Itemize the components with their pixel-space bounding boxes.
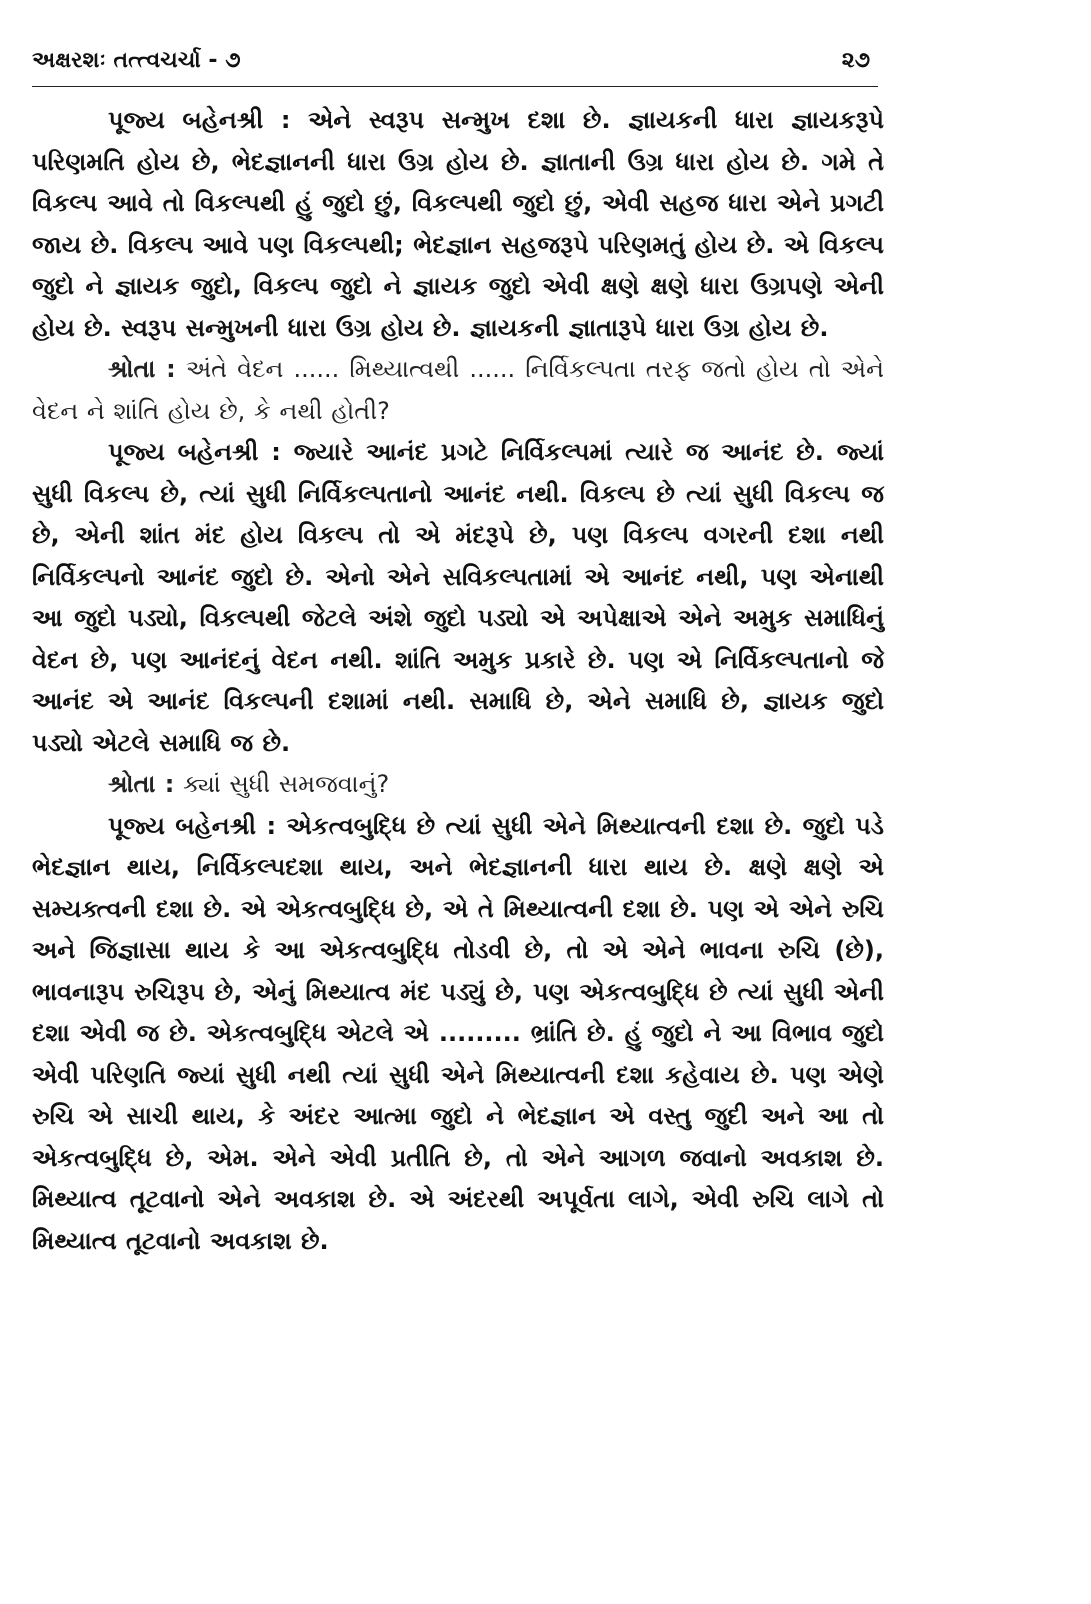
- page-header: [32, 42, 878, 87]
- speaker-label: પૂજ્ય બહેનશ્રી :: [108, 438, 281, 466]
- paragraph-question-1: [32, 349, 884, 432]
- page-body: [32, 100, 884, 1262]
- running-title: અક્ષરશઃ તત્ત્વચર્ચા - ૭: [32, 48, 241, 73]
- paragraph-answer-2: [32, 432, 884, 764]
- speaker-label: પૂજ્ય બહેનશ્રી :: [108, 811, 277, 840]
- speaker-label: શ્રોતા :: [108, 770, 175, 798]
- speaker-label: શ્રોતા :: [108, 355, 176, 383]
- paragraph-text: એકત્વબુદ્ધિ છે ત્યાં સુધી એને મિથ્યાત્વની દશા છે. જુદો પડે ભેદજ્ઞાન થાય, નિર્વિકલ્પદશા થાય, અને ભેદજ્ઞાનની ધારા થાય છે. ક્ષણે ક્ષણે એ સમ્યક્ત્વની દશા છે. એ એકત્વબુદ્ધિ છે, એ તે મિથ્યાત્વની દશા છે. પણ એ એને રુચિ અને જિજ્ઞાસા થાય કે આ એકત્વબુદ્ધિ તોડવી છે, તો એ એને ભાવના રુચિ (છે), ભાવનારૂપ રુચિરૂપ છે, એનું મિથ્યાત્વ મંદ પડ્યું છે, પણ એકત્વબુદ્ધિ છે ત્યાં સુધી એની દશા એવી જ છે. એકત્વબુદ્ધિ એટલે એ ......... ભ્રાંતિ છે. હું જુદો ને આ વિભાવ જુદો એવી પરિણતિ જ્યાં સુધી નથી ત્યાં સુધી એને મિથ્યાત્વની દશા કહેવાય છે. પણ એણે રુચિ એ સાચી થાય, કે અંદર આત્મા જુદો ને ભેદજ્ઞાન એ વસ્તુ જુદી અને આ તો એકત્વબુદ્ધિ છે, એમ. એને એવી પ્રતીતિ છે, તો એને આગળ જવાનો અવકાશ છે. મિથ્યાત્વ તૂટવાનો એને અવકાશ છે. એ અંદરથી અપૂર્વતા લાગે, એવી રુચિ લાગે તો મિથ્યાત્વ તૂટવાનો અવકાશ છે.: [32, 811, 884, 1255]
- paragraph-text: ક્યાં સુધી સમજવાનું?: [182, 770, 390, 798]
- paragraph-answer-1: [32, 100, 884, 349]
- paragraph-text: અંતે વેદન ...... મિથ્યાત્વથી ...... નિર્વિકલ્પતા તરફ જતો હોય તો એને વેદન ને શાંતિ હોય છે, કે નથી હોતી?: [32, 355, 884, 425]
- speaker-label: પૂજ્ય બહેનશ્રી :: [108, 106, 291, 134]
- paragraph-text: જ્યારે આનંદ પ્રગટે નિર્વિકલ્પમાં ત્યારે જ આનંદ છે. જ્યાં સુધી વિકલ્પ છે, ત્યાં સુધી નિર્વિકલ્પતાનો આનંદ નથી. વિકલ્પ છે ત્યાં સુધી વિકલ્પ જ છે, એની શાંત મંદ હોય વિકલ્પ તો એ મંદરૂપે છે, પણ વિકલ્પ વગરની દશા નથી નિર્વિકલ્પનો આનંદ જુદો છે. એનો એને સવિકલ્પતામાં એ આનંદ નથી, પણ એનાથી આ જુદો પડ્યો, વિકલ્પથી જેટલે અંશે જુદો પડ્યો એ અપેક્ષાએ એને અમુક સમાધિનું વેદન છે, પણ આનંદનું વેદન નથી. શાંતિ અમુક પ્રકારે છે. પણ એ નિર્વિકલ્પતાનો જે આનંદ એ આનંદ વિકલ્પની દશામાં નથી. સમાધિ છે, એને સમાધિ છે, જ્ઞાયક જુદો પડ્યો એટલે સમાધિ જ છે.: [32, 438, 884, 757]
- page-number: ૨૭: [841, 48, 870, 73]
- paragraph-answer-3: [32, 806, 884, 1263]
- paragraph-text: એને સ્વરૂપ સન્મુખ દશા છે. જ્ઞાયકની ધારા જ્ઞાયકરૂપે પરિણમતિ હોય છે, ભેદજ્ઞાનની ધારા ઉગ્ર હોય છે. જ્ઞાતાની ઉગ્ર ધારા હોય છે. ગમે તે વિકલ્પ આવે તો વિકલ્પથી હું જુદો છું, વિકલ્પથી જુદો છું, એવી સહજ ધારા એને પ્રગટી જાય છે. વિકલ્પ આવે પણ વિકલ્પથી; ભેદજ્ઞાન સહજરૂપે પરિણમતું હોય છે. એ વિકલ્પ જુદો ને જ્ઞાયક જુદો, વિકલ્પ જુદો ને જ્ઞાયક જુદો એવી ક્ષણે ક્ષણે ધારા ઉગ્રપણે એની હોય છે. સ્વરૂપ સન્મુખની ધારા ઉગ્ર હોય છે. જ્ઞાયકની જ્ઞાતારૂપે ધારા ઉગ્ર હોય છે.: [32, 106, 884, 342]
- paragraph-question-2: [32, 764, 884, 806]
